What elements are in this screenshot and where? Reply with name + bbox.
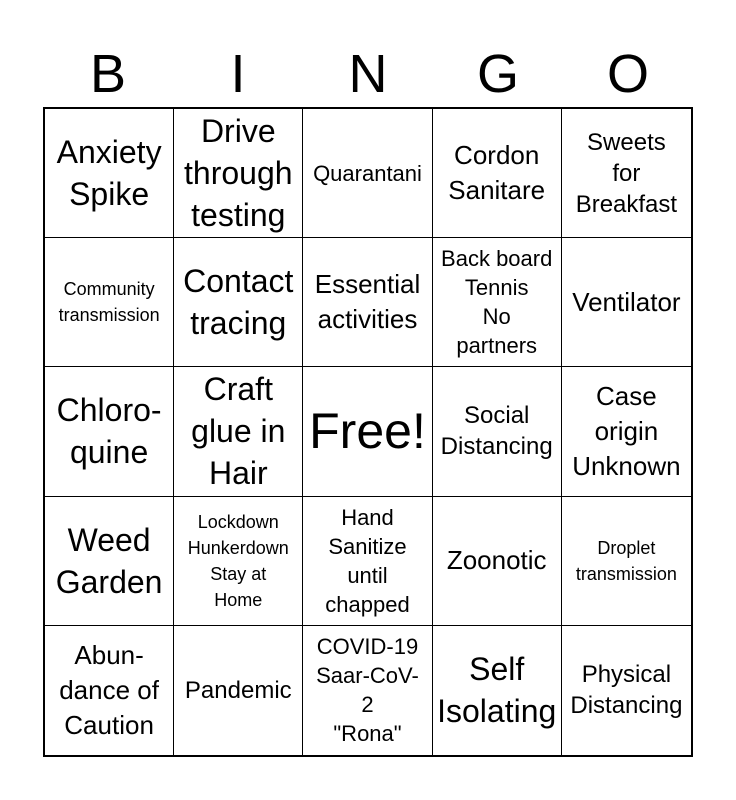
cell-text: Community transmission [58, 279, 160, 326]
bingo-cell[interactable] [45, 109, 174, 238]
header-letter-n: N [348, 44, 388, 104]
cell-text: Case origin Unknown [572, 380, 681, 481]
bingo-cell[interactable] [45, 367, 174, 496]
bingo-cell[interactable] [174, 626, 303, 755]
free-space[interactable] [303, 367, 432, 496]
bingo-cell[interactable] [433, 367, 562, 496]
bingo-cell[interactable] [433, 626, 562, 755]
bingo-cell[interactable] [174, 238, 303, 367]
cell-text: Weed Garden [55, 521, 163, 600]
bingo-cell[interactable] [433, 238, 562, 367]
cell-text: Chloro- quine [56, 392, 162, 471]
header-letter-i: I [230, 44, 246, 104]
cell-text: Social Distancing [440, 402, 553, 461]
bingo-cell[interactable] [303, 497, 432, 626]
cell-text: Abun- dance of Caution [59, 639, 159, 740]
cell-text: Sweets for Breakfast [575, 128, 678, 218]
bingo-cell[interactable] [303, 238, 432, 367]
header-letter-g: G [476, 44, 519, 104]
bingo-cell[interactable] [562, 497, 691, 626]
bingo-cell[interactable] [562, 626, 691, 755]
cell-text: Quarantani [313, 160, 422, 186]
header-letter-o: O [606, 44, 649, 104]
cell-text: Self Isolating [437, 651, 557, 730]
bingo-header [43, 42, 693, 106]
cell-text: Essential activities [314, 269, 421, 335]
bingo-cell[interactable] [303, 626, 432, 755]
cell-text: Cordon Sanitare [448, 140, 546, 206]
cell-text: Hand Sanitize until chapped [325, 504, 410, 617]
cell-text: Lockdown Hunkerdown Stay at Home [187, 511, 289, 610]
cell-text: Craft glue in Hair [191, 371, 286, 492]
bingo-cell[interactable] [45, 497, 174, 626]
bingo-cell[interactable] [45, 626, 174, 755]
bingo-cell[interactable] [433, 109, 562, 238]
cell-text: Physical Distancing [570, 661, 683, 720]
cell-text: Anxiety Spike [56, 134, 162, 213]
cell-text: Droplet transmission [575, 537, 677, 584]
bingo-cell[interactable] [303, 109, 432, 238]
bingo-cell[interactable] [174, 109, 303, 238]
cell-text: Free! [309, 403, 426, 460]
cell-text: Pandemic [184, 676, 292, 704]
bingo-card [43, 107, 693, 757]
bingo-cell[interactable] [174, 367, 303, 496]
bingo-cell[interactable] [433, 497, 562, 626]
bingo-cell[interactable] [45, 238, 174, 367]
cell-text: Contact tracing [183, 263, 294, 342]
bingo-cell[interactable] [562, 109, 691, 238]
cell-text: Drive through testing [184, 113, 293, 234]
header-letter-b: B [89, 44, 127, 104]
cell-text: Zoonotic [446, 545, 547, 576]
cell-text: COVID-19 Saar-CoV- 2 "Rona" [316, 634, 419, 747]
cell-text: Ventilator [572, 286, 681, 317]
bingo-cell[interactable] [174, 497, 303, 626]
cell-text: Back board Tennis No partners [441, 246, 553, 359]
bingo-cell[interactable] [562, 238, 691, 367]
bingo-cell[interactable] [562, 367, 691, 496]
